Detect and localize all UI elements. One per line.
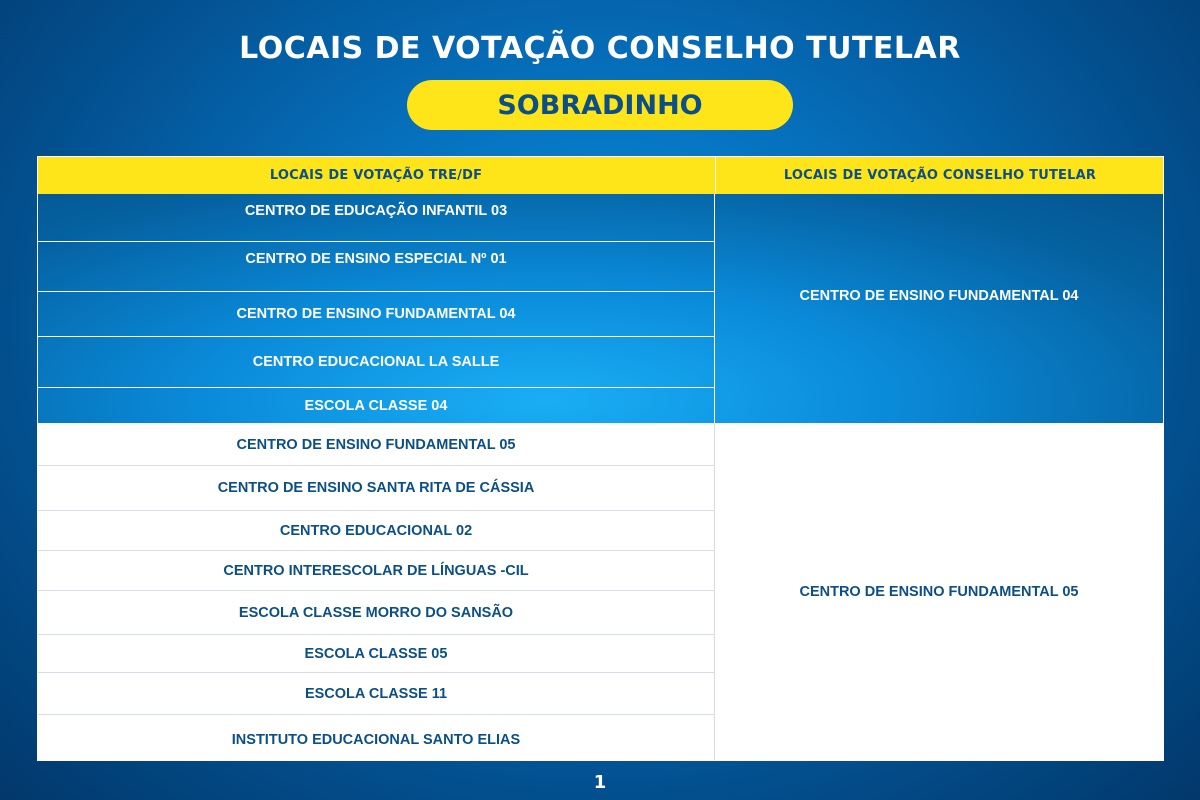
table-row: CENTRO DE ENSINO ESPECIAL Nº 01 (245, 250, 507, 267)
table-row: INSTITUTO EDUCACIONAL SANTO ELIAS (231, 731, 521, 748)
table-row: CENTRO DE ENSINO FUNDAMENTAL 04 (236, 306, 516, 322)
header-tre-locations: LOCAIS DE VOTAÇÃO TRE/DF (269, 168, 483, 183)
table-row: ESCOLA CLASSE 11 (304, 685, 448, 702)
table-header-row (38, 157, 1163, 194)
table-row: CENTRO DE EDUCAÇÃO INFANTIL 03 (244, 202, 508, 219)
page-number: 1 (593, 772, 607, 793)
merged-cell-conselho-2: CENTRO DE ENSINO FUNDAMENTAL 05 (799, 584, 1079, 600)
page-title: LOCAIS DE VOTAÇÃO CONSELHO TUTELAR (239, 31, 961, 66)
table-row: CENTRO EDUCACIONAL LA SALLE (252, 354, 500, 370)
region-badge: SOBRADINHO (407, 80, 793, 130)
table-row: ESCOLA CLASSE 04 (304, 397, 448, 414)
merged-cell-conselho-1: CENTRO DE ENSINO FUNDAMENTAL 04 (799, 287, 1079, 304)
voting-locations-table (37, 156, 1164, 761)
table-row: CENTRO DE ENSINO FUNDAMENTAL 05 (236, 436, 516, 453)
column-divider-lower (714, 423, 715, 760)
table-row: CENTRO DE ENSINO SANTA RITA DE CÁSSIA (217, 480, 535, 496)
header-conselho-locations: LOCAIS DE VOTAÇÃO CONSELHO TUTELAR (715, 157, 1164, 194)
table-row: ESCOLA CLASSE 05 (304, 645, 448, 662)
table-row: CENTRO INTERESCOLAR DE LÍNGUAS -CIL (223, 562, 529, 579)
table-row: CENTRO EDUCACIONAL 02 (279, 522, 473, 539)
table-row: ESCOLA CLASSE MORRO DO SANSÃO (238, 604, 514, 621)
